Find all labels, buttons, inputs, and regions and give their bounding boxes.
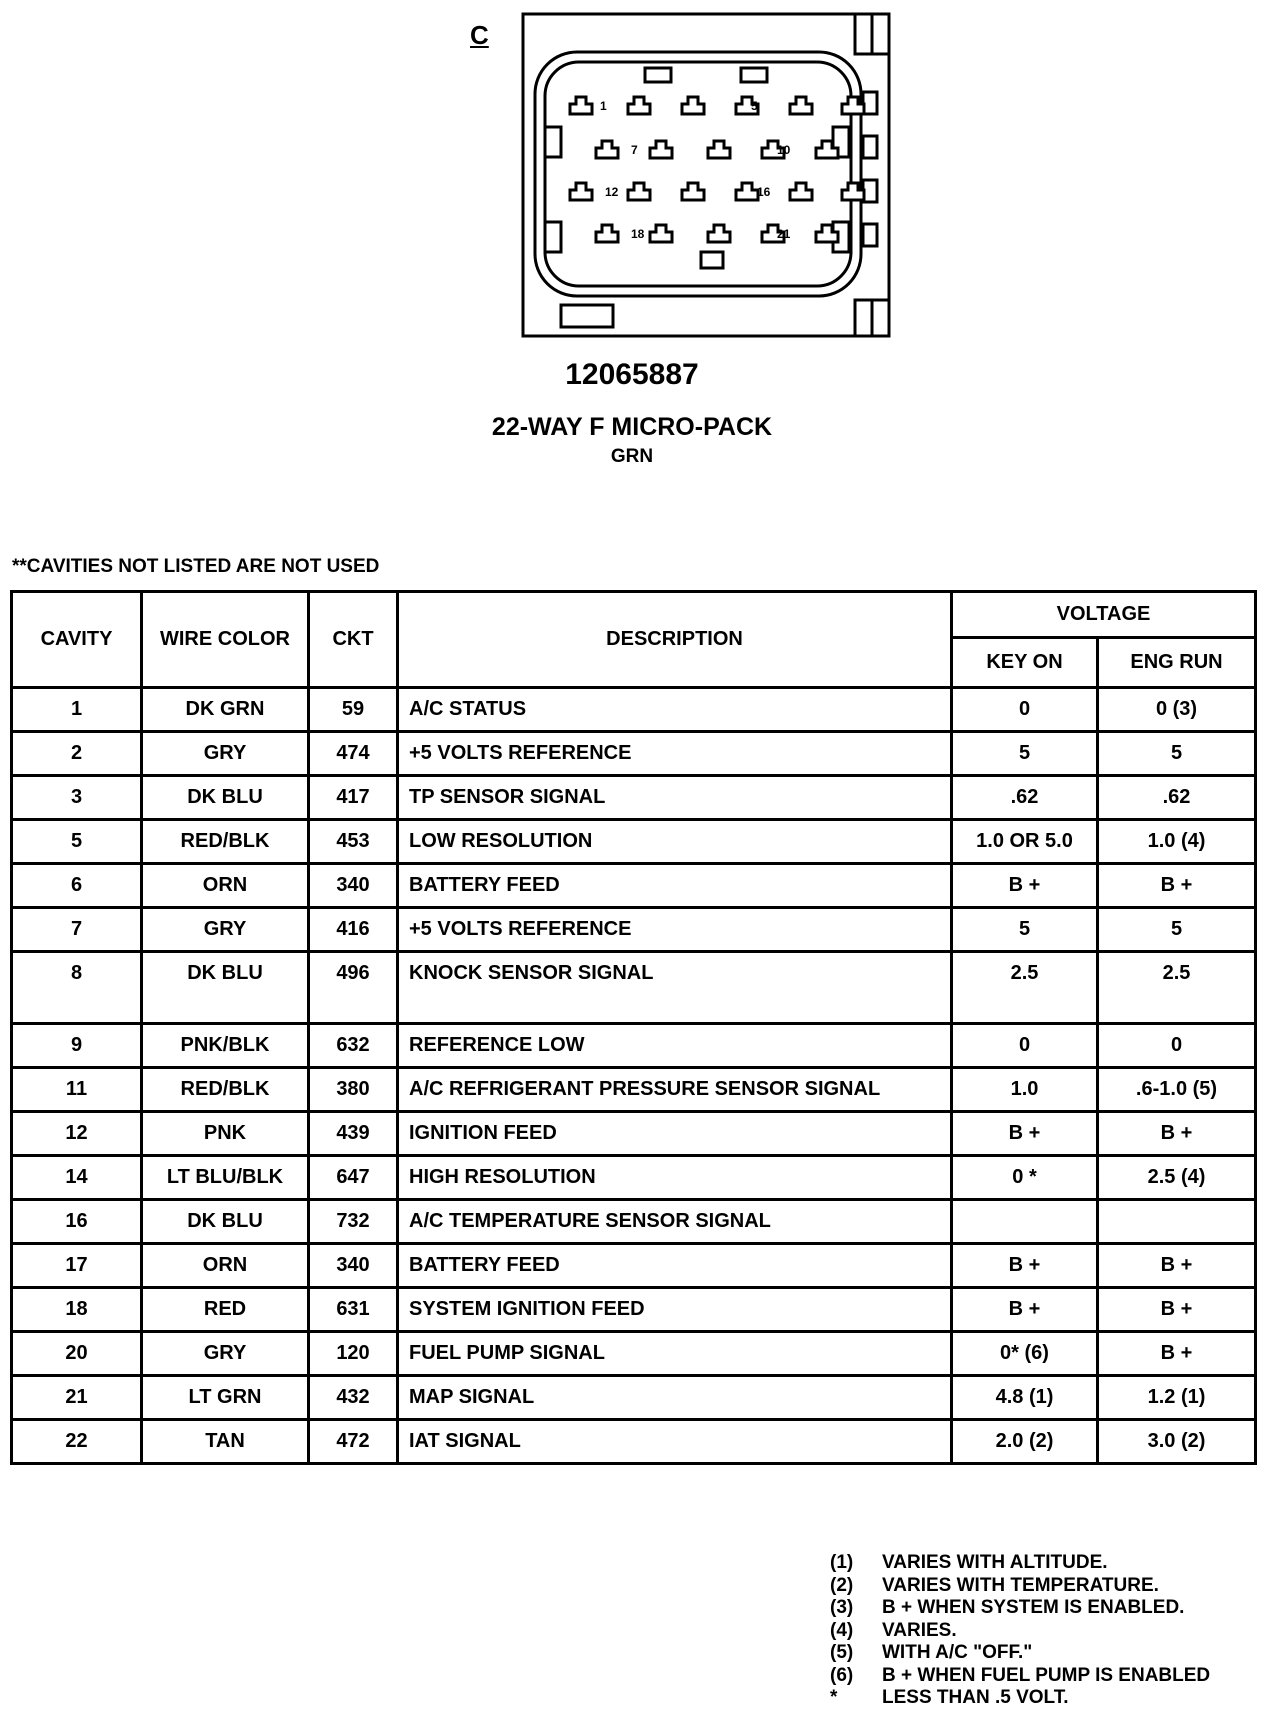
cell-cavity: 21 bbox=[12, 1376, 142, 1420]
table-row bbox=[12, 1288, 1256, 1332]
cell-wire-color: DK GRN bbox=[142, 688, 309, 732]
cell-description: +5 VOLTS REFERENCE bbox=[398, 908, 952, 952]
cell-key-on: 2.0 (2) bbox=[952, 1420, 1098, 1464]
terminal bbox=[596, 225, 618, 242]
cell-wire-color: GRY bbox=[142, 1332, 309, 1376]
cell-cavity: 7 bbox=[12, 908, 142, 952]
cell-ckt: 340 bbox=[309, 1244, 398, 1288]
cell-eng-run: 5 bbox=[1098, 908, 1256, 952]
cell-eng-run: 5 bbox=[1098, 732, 1256, 776]
cell-cavity: 2 bbox=[12, 732, 142, 776]
footnote-key: (4) bbox=[830, 1619, 854, 1641]
cell-description: IAT SIGNAL bbox=[398, 1420, 952, 1464]
cell-description: A/C TEMPERATURE SENSOR SIGNAL bbox=[398, 1200, 952, 1244]
header-key-on: KEY ON bbox=[952, 638, 1098, 688]
cell-description: FUEL PUMP SIGNAL bbox=[398, 1332, 952, 1376]
cell-eng-run: 2.5 bbox=[1098, 952, 1256, 1024]
cell-key-on: 0 bbox=[952, 688, 1098, 732]
cell-ckt: 632 bbox=[309, 1024, 398, 1068]
cell-cavity: 5 bbox=[12, 820, 142, 864]
footnote-text: LESS THAN .5 VOLT. bbox=[882, 1687, 1069, 1708]
cavity-number-label: 12 bbox=[605, 185, 619, 199]
cell-eng-run: 3.0 (2) bbox=[1098, 1420, 1256, 1464]
cell-eng-run: 0 (3) bbox=[1098, 688, 1256, 732]
cell-wire-color: DK BLU bbox=[142, 952, 309, 1024]
terminal bbox=[570, 183, 592, 200]
cell-wire-color: GRY bbox=[142, 732, 309, 776]
footnote bbox=[830, 1620, 1210, 1643]
cell-eng-run: .62 bbox=[1098, 776, 1256, 820]
cell-description: SYSTEM IGNITION FEED bbox=[398, 1288, 952, 1332]
footnotes bbox=[830, 1552, 1210, 1710]
terminal bbox=[570, 97, 592, 114]
footnote bbox=[830, 1597, 1210, 1620]
cell-wire-color: RED/BLK bbox=[142, 820, 309, 864]
cell-key-on: B + bbox=[952, 1112, 1098, 1156]
footnote bbox=[830, 1642, 1210, 1665]
terminal bbox=[708, 141, 730, 158]
cell-wire-color: RED bbox=[142, 1288, 309, 1332]
table-row bbox=[12, 1068, 1256, 1112]
cell-cavity: 22 bbox=[12, 1420, 142, 1464]
cell-ckt: 380 bbox=[309, 1068, 398, 1112]
terminal bbox=[628, 183, 650, 200]
table-row bbox=[12, 864, 1256, 908]
table-row bbox=[12, 1244, 1256, 1288]
cell-eng-run: B + bbox=[1098, 1112, 1256, 1156]
footnote-text: B + WHEN FUEL PUMP IS ENABLED bbox=[882, 1664, 1211, 1686]
cell-eng-run: B + bbox=[1098, 1332, 1256, 1376]
footnote bbox=[830, 1665, 1210, 1688]
table-row bbox=[12, 1200, 1256, 1244]
cell-ckt: 59 bbox=[309, 688, 398, 732]
cell-ckt: 439 bbox=[309, 1112, 398, 1156]
cell-ckt: 453 bbox=[309, 820, 398, 864]
connector-color: GRN bbox=[610, 446, 654, 467]
cell-key-on: B + bbox=[952, 1244, 1098, 1288]
terminal bbox=[682, 183, 704, 200]
pinout-table bbox=[10, 590, 1257, 1465]
footnote bbox=[830, 1552, 1210, 1575]
header-voltage: VOLTAGE bbox=[952, 592, 1256, 638]
table-row bbox=[12, 1156, 1256, 1200]
cell-key-on: B + bbox=[952, 864, 1098, 908]
table-row bbox=[12, 820, 1256, 864]
footnote bbox=[830, 1575, 1210, 1598]
cell-eng-run: 0 bbox=[1098, 1024, 1256, 1068]
terminal bbox=[790, 97, 812, 114]
cell-key-on: 1.0 bbox=[952, 1068, 1098, 1112]
cell-cavity: 9 bbox=[12, 1024, 142, 1068]
cell-cavity: 18 bbox=[12, 1288, 142, 1332]
table-row bbox=[12, 776, 1256, 820]
cell-key-on: 0 bbox=[952, 1024, 1098, 1068]
cell-wire-color: RED/BLK bbox=[142, 1068, 309, 1112]
cavity-number-label: 21 bbox=[777, 227, 791, 241]
cell-ckt: 432 bbox=[309, 1376, 398, 1420]
table-row bbox=[12, 1420, 1256, 1464]
cell-key-on: 4.8 (1) bbox=[952, 1376, 1098, 1420]
cell-description: TP SENSOR SIGNAL bbox=[398, 776, 952, 820]
cell-ckt: 474 bbox=[309, 732, 398, 776]
cell-eng-run: B + bbox=[1098, 864, 1256, 908]
cell-key-on: 0 * bbox=[952, 1156, 1098, 1200]
table-row bbox=[12, 952, 1256, 1024]
cell-key-on: 5 bbox=[952, 732, 1098, 776]
cell-wire-color: LT BLU/BLK bbox=[142, 1156, 309, 1200]
cell-description: +5 VOLTS REFERENCE bbox=[398, 732, 952, 776]
connector-face-diagram bbox=[475, 0, 915, 360]
cell-ckt: 340 bbox=[309, 864, 398, 908]
cell-wire-color: DK BLU bbox=[142, 776, 309, 820]
footnote-key: (2) bbox=[830, 1574, 854, 1596]
cell-description: LOW RESOLUTION bbox=[398, 820, 952, 864]
cell-description: A/C STATUS bbox=[398, 688, 952, 732]
cavity-number-label: 5 bbox=[751, 99, 758, 113]
cell-key-on bbox=[952, 1200, 1098, 1244]
cell-cavity: 3 bbox=[12, 776, 142, 820]
cell-eng-run: 2.5 (4) bbox=[1098, 1156, 1256, 1200]
cell-description: HIGH RESOLUTION bbox=[398, 1156, 952, 1200]
cell-eng-run: 1.0 (4) bbox=[1098, 820, 1256, 864]
table-row bbox=[12, 1024, 1256, 1068]
terminal bbox=[682, 97, 704, 114]
cell-wire-color: PNK/BLK bbox=[142, 1024, 309, 1068]
cell-wire-color: LT GRN bbox=[142, 1376, 309, 1420]
cell-ckt: 120 bbox=[309, 1332, 398, 1376]
connector-shell bbox=[535, 52, 861, 296]
cell-eng-run: B + bbox=[1098, 1288, 1256, 1332]
cell-cavity: 14 bbox=[12, 1156, 142, 1200]
footnote-text: VARIES WITH TEMPERATURE. bbox=[882, 1574, 1159, 1596]
footnote-key: (6) bbox=[830, 1664, 854, 1686]
cell-description: MAP SIGNAL bbox=[398, 1376, 952, 1420]
cavity-number-label: 10 bbox=[777, 143, 791, 157]
cell-description: A/C REFRIGERANT PRESSURE SENSOR SIGNAL bbox=[398, 1068, 952, 1112]
cavity-number-label: 16 bbox=[757, 185, 771, 199]
cell-cavity: 1 bbox=[12, 688, 142, 732]
footnote-text: VARIES WITH ALTITUDE. bbox=[882, 1552, 1108, 1573]
cavity-number-label: 7 bbox=[631, 143, 638, 157]
cell-key-on: 1.0 OR 5.0 bbox=[952, 820, 1098, 864]
terminal bbox=[596, 141, 618, 158]
cell-description: REFERENCE LOW bbox=[398, 1024, 952, 1068]
cell-wire-color: PNK bbox=[142, 1112, 309, 1156]
cell-ckt: 496 bbox=[309, 952, 398, 1024]
terminal bbox=[650, 141, 672, 158]
cavity-number-label: 1 bbox=[600, 99, 607, 113]
cell-key-on: B + bbox=[952, 1288, 1098, 1332]
cell-description: KNOCK SENSOR SIGNAL bbox=[398, 952, 952, 1024]
table-row bbox=[12, 1112, 1256, 1156]
cell-cavity: 16 bbox=[12, 1200, 142, 1244]
footnote bbox=[830, 1687, 1210, 1710]
cell-wire-color: ORN bbox=[142, 864, 309, 908]
footnote-key: (3) bbox=[830, 1597, 854, 1618]
unused-cavities-note: **CAVITIES NOT LISTED ARE NOT USED bbox=[12, 556, 380, 577]
cell-description: BATTERY FEED bbox=[398, 864, 952, 908]
cell-ckt: 631 bbox=[309, 1288, 398, 1332]
cell-key-on: .62 bbox=[952, 776, 1098, 820]
footnote-key: * bbox=[830, 1687, 838, 1708]
connector-view-letter: C bbox=[470, 20, 489, 50]
cell-key-on: 2.5 bbox=[952, 952, 1098, 1024]
cell-eng-run: B + bbox=[1098, 1244, 1256, 1288]
cell-key-on: 0* (6) bbox=[952, 1332, 1098, 1376]
cell-cavity: 11 bbox=[12, 1068, 142, 1112]
cell-wire-color: GRY bbox=[142, 908, 309, 952]
header-eng-run: ENG RUN bbox=[1098, 638, 1256, 688]
cell-wire-color: ORN bbox=[142, 1244, 309, 1288]
cell-eng-run: 1.2 (1) bbox=[1098, 1376, 1256, 1420]
cell-ckt: 732 bbox=[309, 1200, 398, 1244]
footnote-key: (5) bbox=[830, 1642, 854, 1663]
footnote-text: VARIES. bbox=[882, 1619, 957, 1641]
header-description: DESCRIPTION bbox=[398, 592, 952, 688]
cell-ckt: 647 bbox=[309, 1156, 398, 1200]
terminal bbox=[708, 225, 730, 242]
cell-description: IGNITION FEED bbox=[398, 1112, 952, 1156]
cell-cavity: 20 bbox=[12, 1332, 142, 1376]
cell-wire-color: DK BLU bbox=[142, 1200, 309, 1244]
terminal bbox=[790, 183, 812, 200]
cavity-number-label: 18 bbox=[631, 227, 645, 241]
terminal bbox=[736, 183, 758, 200]
cell-wire-color: TAN bbox=[142, 1420, 309, 1464]
header-ckt: CKT bbox=[309, 592, 398, 688]
terminal bbox=[628, 97, 650, 114]
terminal bbox=[816, 141, 838, 158]
table-row bbox=[12, 1332, 1256, 1376]
table-row bbox=[12, 1376, 1256, 1420]
terminal bbox=[816, 225, 838, 242]
cell-ckt: 416 bbox=[309, 908, 398, 952]
connector-part-number: 12065887 bbox=[565, 358, 699, 391]
cell-cavity: 17 bbox=[12, 1244, 142, 1288]
cell-eng-run bbox=[1098, 1200, 1256, 1244]
footnote-text: B + WHEN SYSTEM IS ENABLED. bbox=[882, 1597, 1185, 1618]
footnote-text: WITH A/C "OFF." bbox=[882, 1642, 1033, 1663]
footnote-key: (1) bbox=[830, 1552, 854, 1573]
cell-key-on: 5 bbox=[952, 908, 1098, 952]
cell-ckt: 472 bbox=[309, 1420, 398, 1464]
connector-name: 22-WAY F MICRO-PACK bbox=[491, 413, 773, 441]
cell-eng-run: .6-1.0 (5) bbox=[1098, 1068, 1256, 1112]
table-row bbox=[12, 908, 1256, 952]
header-cavity: CAVITY bbox=[12, 592, 142, 688]
terminal bbox=[650, 225, 672, 242]
cell-ckt: 417 bbox=[309, 776, 398, 820]
table-row bbox=[12, 688, 1256, 732]
cell-description: BATTERY FEED bbox=[398, 1244, 952, 1288]
cell-cavity: 12 bbox=[12, 1112, 142, 1156]
header-wire-color: WIRE COLOR bbox=[142, 592, 309, 688]
cell-cavity: 6 bbox=[12, 864, 142, 908]
cell-cavity: 8 bbox=[12, 952, 142, 1024]
table-row bbox=[12, 732, 1256, 776]
